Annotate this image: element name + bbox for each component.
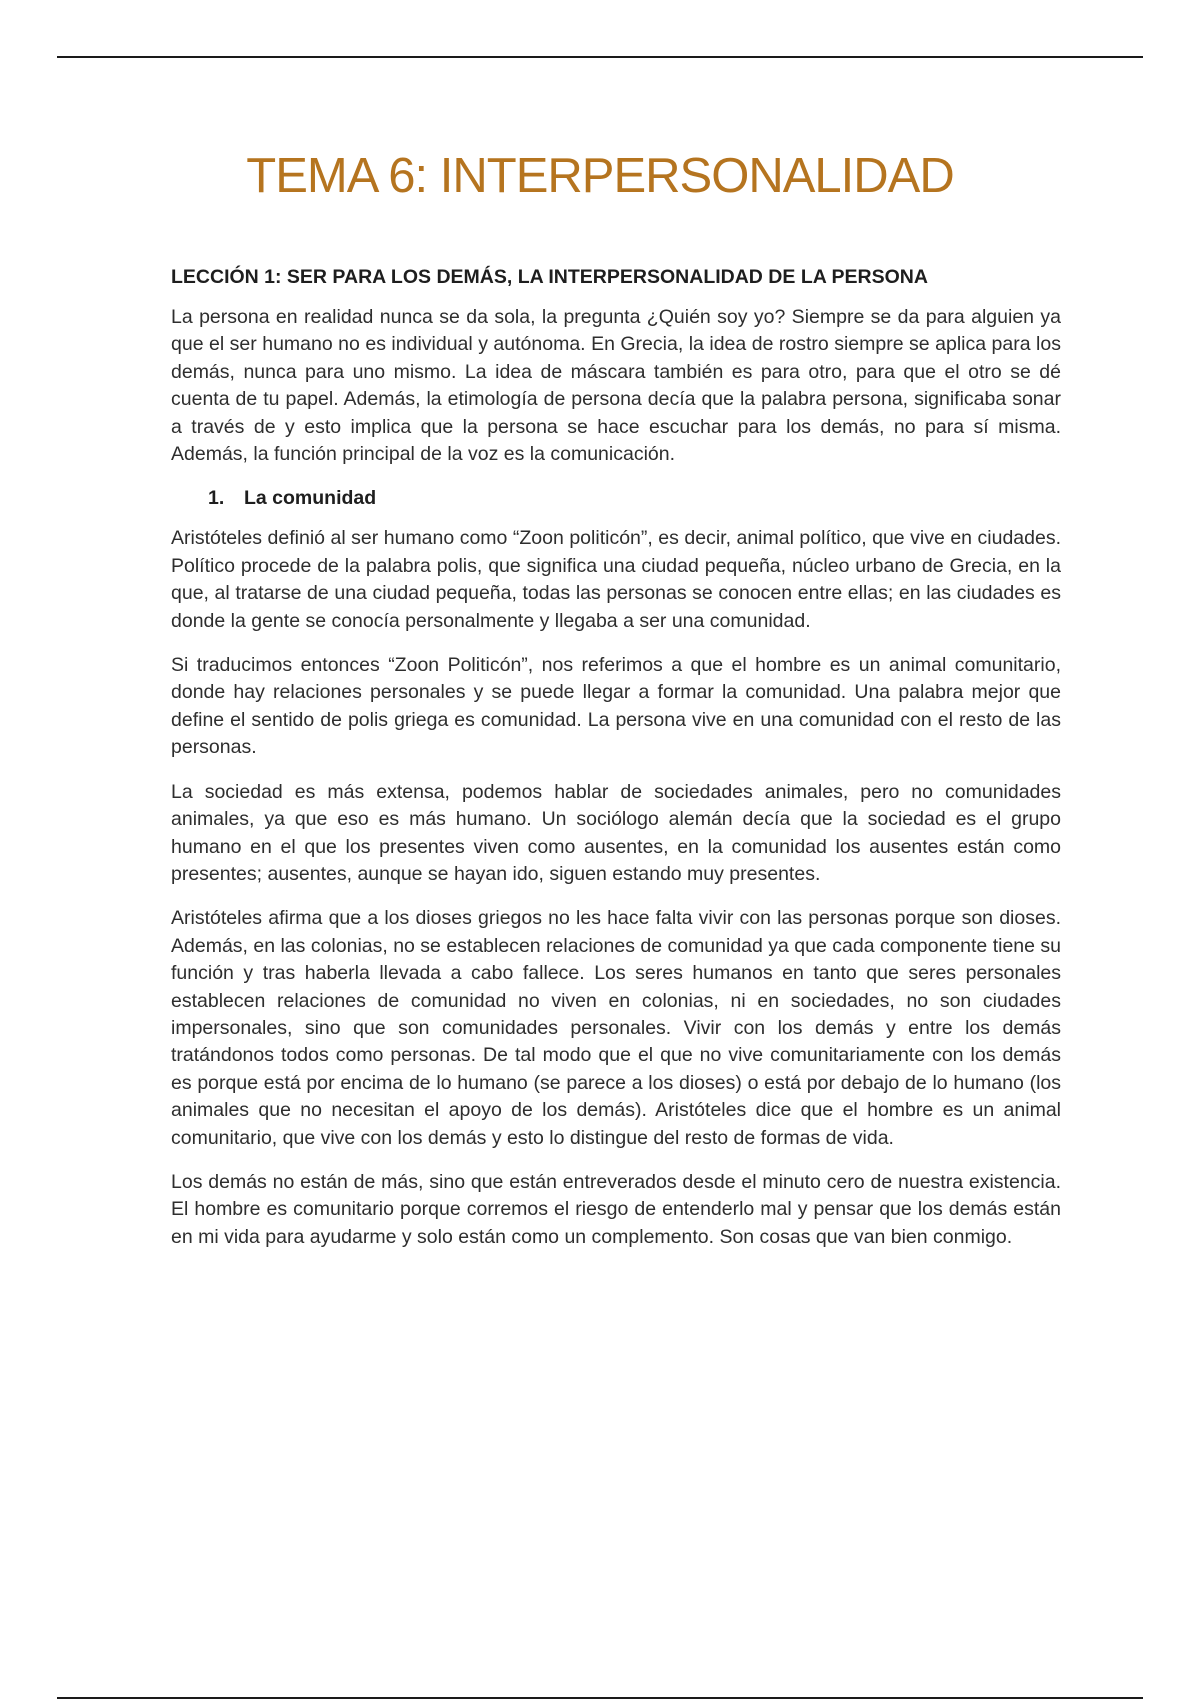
paragraph: Aristóteles definió al ser humano como “Zoon politicón”, es decir, animal político, que vive en ciudades. Político procede de la palabra polis, que significa una ciudad pequeña, núcleo urbano de Grecia, en la que, al tratarse de una ciudad pequeña, todas las personas se conocen entre ellas; en las ciudades es donde la gente se conocía personalmente y llegaba a ser una comunidad. — [171, 527, 1061, 632]
page-title: TEMA 6: INTERPERSONALIDAD — [246, 149, 954, 203]
paragraph: Los demás no están de más, sino que están entreverados desde el minuto cero de nuestra existencia. El hombre es comunitario porque corremos el riesgo de entenderlo mal y pensar que los demás están en mi vida para ayudarme y solo están como un complemento. Son cosas que van bien conmigo. — [171, 1170, 1061, 1248]
paragraph: Si traducimos entonces “Zoon Politicón”, nos referimos a que el hombre es un animal comunitario, donde hay relaciones personales y se puede llegar a formar la comunidad. Una palabra mejor que define el sentido de polis griega es comunidad. La persona vive en una comunidad con el resto de las personas. — [171, 654, 1061, 759]
document-body — [171, 264, 1061, 1268]
bottom-rule — [57, 1697, 1143, 1699]
intro-paragraph: La persona en realidad nunca se da sola, la pregunta ¿Quién soy yo? Siempre se da para alguien ya que el ser humano no es individual y autónoma. En Grecia, la idea de rostro siempre se aplica para los demás, nunca para uno mismo. La idea de máscara también es para otro, para que el otro se dé cuenta de tu papel. Además, la etimología de persona decía que la palabra persona, significaba sonar a través de y esto implica que la persona se hace escuchar para los demás, no para sí misma. Además, la función principal de la voz es la comunicación. — [171, 306, 1061, 466]
paragraph: La sociedad es más extensa, podemos hablar de sociedades animales, pero no comunidades animales, ya que eso es más humano. Un sociólogo alemán decía que la sociedad es el grupo humano en el que los presentes viven como ausentes, en la comunidad los ausentes están como presentes; ausentes, aunque se hayan ido, siguen estando muy presentes. — [171, 780, 1061, 885]
top-rule — [57, 56, 1143, 58]
lesson-heading: LECCIÓN 1: SER PARA LOS DEMÁS, LA INTERPERSONALIDAD DE LA PERSONA — [171, 266, 928, 288]
section-number: 1. — [208, 487, 225, 510]
section-title: La comunidad — [244, 487, 377, 510]
section-heading — [171, 485, 1061, 511]
paragraph: Aristóteles afirma que a los dioses griegos no les hace falta vivir con las personas porque son dioses. Además, en las colonias, no se establecen relaciones de comunidad ya que cada componente tiene su función y tras haberla llevada a cabo fallece. Los seres humanos en tanto que seres personales establecen relaciones de comunidad no viven en colonias, ni en sociedades, no son ciudades impersonales, sino que son comunidades personales. Vivir con los demás y entre los demás tratándonos todos como personas. De tal modo que el que no vive comunitariamente con los demás es porque está por encima de lo humano (se parece a los dioses) o está por debajo de lo humano (los animales que no necesitan el apoyo de los demás). Aristóteles dice que el hombre es un animal comunitario, que vive con los demás y esto lo distingue del resto de formas de vida. — [171, 907, 1061, 1149]
